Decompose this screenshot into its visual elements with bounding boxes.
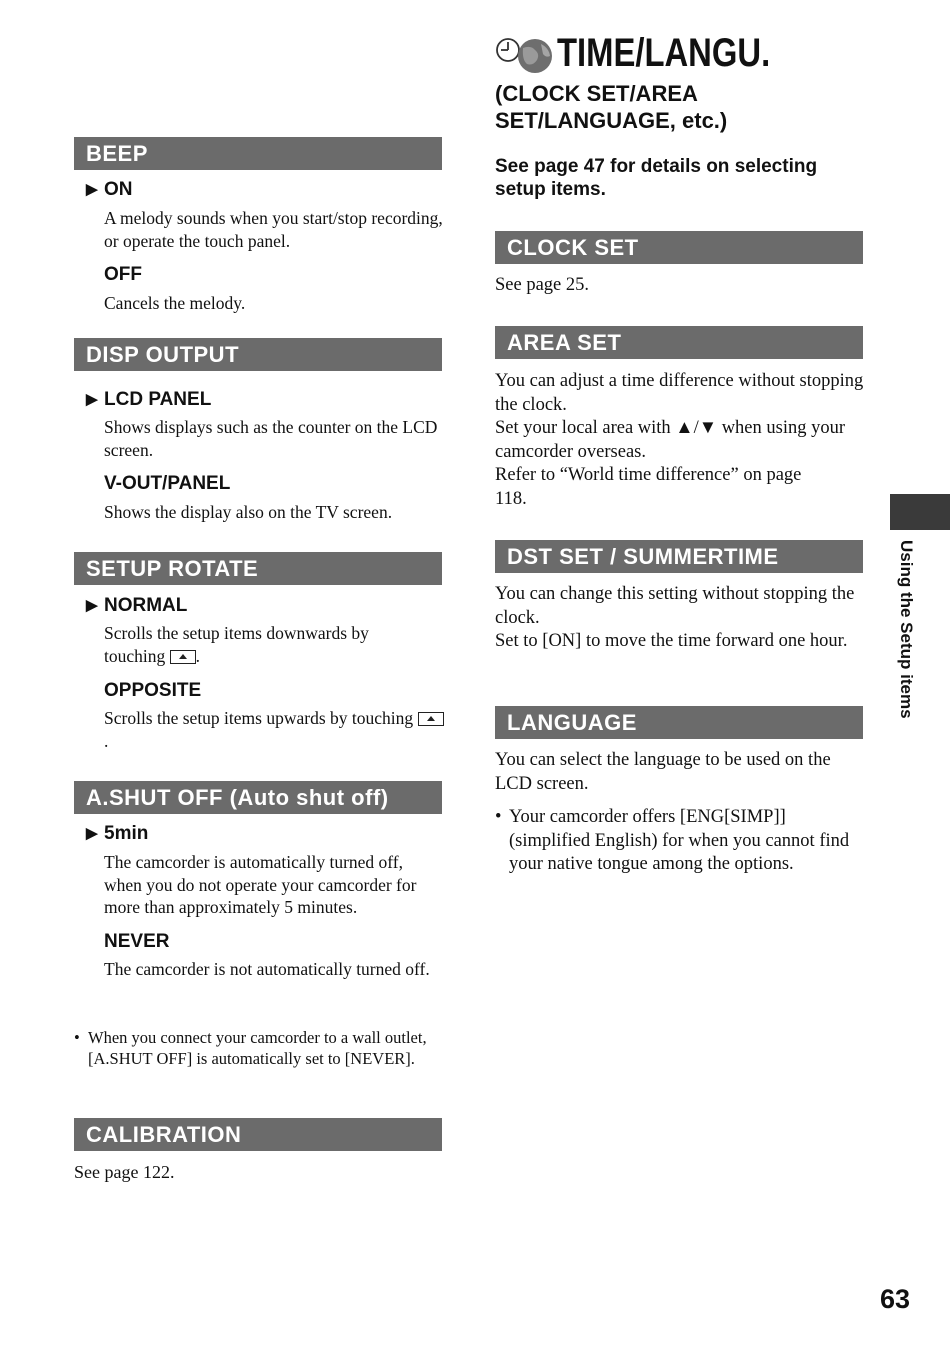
option-description: Cancels the melody. (104, 293, 246, 313)
note-text: When you connect your camcorder to a wall outlet, [A.SHUT OFF] is automatically set to [NEVER]. (88, 1028, 427, 1068)
option-description: Shows displays such as the counter on the LCD screen. (104, 417, 438, 460)
option-description: The camcorder is not automatically turned off. (104, 959, 430, 979)
description-text: Scrolls the setup items upwards by touching (104, 708, 414, 728)
option-description (104, 622, 414, 667)
section-header-calibration: CALIBRATION (74, 1118, 442, 1151)
note-text: Your camcorder offers [ENG[SIMP]] (simplified English) for when you cannot find your native tongue among the options. (509, 807, 850, 874)
option-on (86, 178, 133, 202)
period: . (104, 730, 109, 751)
page-subtitle: (CLOCK SET/AREA SET/LANGUAGE, etc.) (495, 81, 728, 133)
section-description: See page 122. (74, 1162, 175, 1182)
option-description: A melody sounds when you start/stop recording, or operate the touch panel. (104, 208, 443, 251)
default-marker-icon: ▶ (86, 181, 98, 198)
description-line: You can adjust a time difference without stopping the clock. (495, 371, 864, 415)
clock-icon (497, 39, 519, 61)
section-header-beep: BEEP (74, 137, 442, 170)
option-opposite: OPPOSITE (104, 680, 202, 701)
bullet: • (495, 807, 502, 827)
globe-icon (518, 39, 552, 73)
title-text: TIME/LANGU. (557, 31, 771, 75)
default-marker-icon: ▶ (86, 597, 98, 614)
section-description: See page 25. (495, 275, 590, 295)
note (495, 806, 864, 877)
default-marker-icon: ▶ (86, 825, 98, 842)
description-line: You can change this setting without stopping the clock. (495, 584, 855, 628)
section-description (495, 370, 864, 511)
option-5min (86, 822, 149, 846)
option-label: NORMAL (104, 595, 188, 616)
option-label: 5min (104, 823, 149, 844)
clock-globe-icon (495, 36, 553, 78)
option-description: The camcorder is automatically turned off, when you do not operate your camcorder for more than approximately 5 minutes. (104, 852, 417, 917)
page-number: 63 (879, 1284, 910, 1314)
section-header-language: LANGUAGE (495, 706, 863, 739)
up-arrow-button-icon (170, 650, 196, 664)
period: . (195, 645, 200, 666)
side-section-label: Using the Setup items (897, 540, 916, 719)
section-description (495, 583, 864, 654)
description-line: Set your local area with ▲/▼ when using your camcorder overseas. (495, 418, 846, 462)
description-text: Scrolls the setup items downwards by touching (104, 623, 369, 666)
section-header-area-set: AREA SET (495, 326, 863, 359)
option-normal (86, 594, 188, 618)
section-header-dst-set: DST SET / SUMMERTIME (495, 540, 863, 573)
option-never: NEVER (104, 931, 170, 952)
note (74, 1027, 434, 1069)
option-off: OFF (104, 264, 142, 285)
section-header-clock-set: CLOCK SET (495, 231, 863, 264)
description-line: Refer to “World time difference” on page 118. (495, 465, 802, 509)
section-tab-marker (890, 494, 950, 530)
description-line: Set to [ON] to move the time forward one hour. (495, 631, 848, 651)
option-label: LCD PANEL (104, 389, 212, 410)
up-arrow-button-icon (418, 712, 444, 726)
intro-text: See page 47 for details on selecting setup items. (495, 156, 818, 200)
section-description: You can select the language to be used on the LCD screen. (495, 750, 831, 794)
bullet: • (74, 1028, 80, 1047)
option-label: ON (104, 179, 133, 200)
section-header-auto-shut-off: A.SHUT OFF (Auto shut off) (74, 781, 442, 814)
section-header-setup-rotate: SETUP ROTATE (74, 552, 442, 585)
option-v-out-panel: V-OUT/PANEL (104, 473, 231, 494)
option-description: Shows the display also on the TV screen. (104, 502, 393, 522)
default-marker-icon: ▶ (86, 391, 98, 408)
option-description (104, 707, 444, 752)
section-header-disp-output: DISP OUTPUT (74, 338, 442, 371)
option-lcd-panel (86, 388, 212, 412)
